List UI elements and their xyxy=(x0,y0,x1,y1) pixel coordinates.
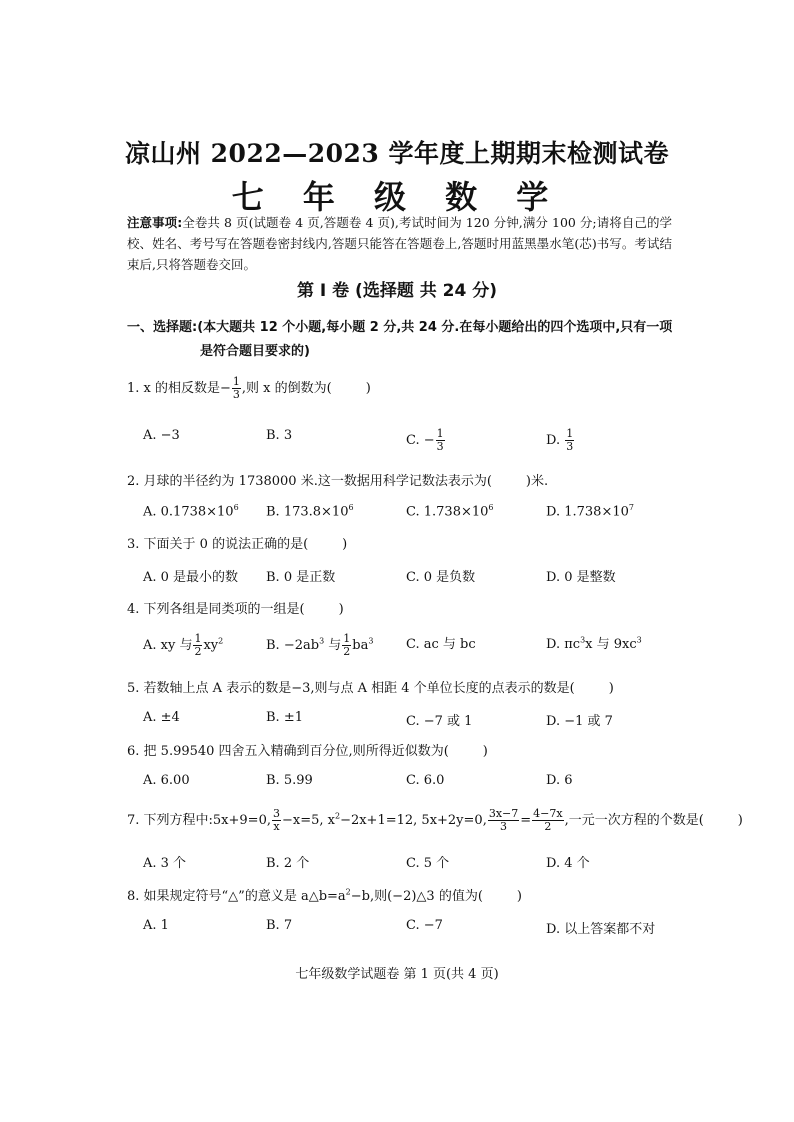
q7-option-a[interactable]: A. 3 个 xyxy=(143,856,187,871)
question-3 xyxy=(127,533,697,552)
q3-option-c[interactable]: C. 0 是负数 xyxy=(406,570,476,585)
q2-option-a[interactable]: A. $0.1738\times 10^6$ xyxy=(143,503,239,520)
q3-close: ) xyxy=(342,537,348,552)
q5-option-b[interactable]: B. ±1 xyxy=(266,710,303,725)
q2-option-c[interactable]: C. $1.738\times 10^6$ xyxy=(406,503,494,520)
q4-close: ) xyxy=(338,602,344,617)
q5-text: 5. 若数轴上点 A 表示的数是−3,则与点 A 相距 4 个单位长度的点表示的数是( xyxy=(127,681,575,696)
notice-label: 注意事项: xyxy=(127,215,183,230)
q1-close: ) xyxy=(365,381,371,396)
q2-option-d[interactable]: D. $1.738\times 10^7$ xyxy=(546,503,634,520)
q1-option-c[interactable]: C. − $\frac{1}{3}$ xyxy=(406,427,444,453)
q6-option-c[interactable]: C. 6.0 xyxy=(406,773,445,788)
q6-option-b[interactable]: B. 5.99 xyxy=(266,773,313,788)
q1-text: 1. x 的相反数是− xyxy=(127,381,231,396)
q8-close: ) xyxy=(516,889,522,904)
section-title: 第 Ⅰ 卷 (选择题 共 24 分) xyxy=(296,281,498,301)
q3-option-d[interactable]: D. 0 是整数 xyxy=(546,570,616,585)
q8-text: 8. 如果规定符号“△”的意义是 a△b=a xyxy=(127,889,346,904)
part-instructions xyxy=(127,316,687,364)
question-5 xyxy=(127,677,697,696)
part-line-2: 是符合题目要求的) xyxy=(200,344,310,359)
page-footer: 七年级数学试题卷 第 1 页(共 4 页) xyxy=(295,967,499,982)
q2-close: )米. xyxy=(525,474,549,489)
q4-option-c[interactable]: C. ac 与 bc xyxy=(406,637,476,652)
q1-option-b[interactable]: B. 3 xyxy=(266,428,293,443)
q3-option-b[interactable]: B. 0 是正数 xyxy=(266,570,336,585)
q3-option-a[interactable]: A. 0 是最小的数 xyxy=(143,570,239,585)
q2-text: 2. 月球的半径约为 1738000 米.这一数据用科学记数法表示为( xyxy=(127,474,492,489)
q5-option-d[interactable]: D. −1 或 7 xyxy=(546,714,613,729)
q6-close: ) xyxy=(482,744,488,759)
q7-option-b[interactable]: B. 2 个 xyxy=(266,856,310,871)
q8-option-c[interactable]: C. −7 xyxy=(406,918,443,933)
question-7: 7. 下列方程中:5x+9=0, $\frac{3}{x}$ −x=5, $x^2-2x+1=12$, 5x+2y=0, $\frac{3x-7}{3}$ = $\frac{4-7x}{2}$ ,一元一次方程的个数是( ) xyxy=(127,807,743,833)
q7-text: 7. 下列方程中:5x+9=0, xyxy=(127,813,271,828)
notice-block xyxy=(127,212,672,275)
q5-option-a[interactable]: A. ±4 xyxy=(143,710,180,725)
q4-text: 4. 下列各组是同类项的一组是( xyxy=(127,602,305,617)
q8-option-d[interactable]: D. 以上答案都不对 xyxy=(546,922,656,937)
q6-option-a[interactable]: A. 6.00 xyxy=(143,773,190,788)
q4-option-a[interactable]: A. xy 与 $\frac{1}{2}$ $xy^2$ xyxy=(143,632,224,658)
q2-option-b[interactable]: B. $173.8\times 10^6$ xyxy=(266,503,354,520)
q7-close: ) xyxy=(737,813,743,828)
q1-fraction: $\frac{1}{3}$ xyxy=(232,375,240,401)
question-6 xyxy=(127,740,697,759)
q4-option-b[interactable]: B. $-2ab^3$ 与 $\frac{1}{2}$ $ba^3$ xyxy=(266,632,374,658)
part-line-1: 一、选择题:(本大题共 12 个小题,每小题 2 分,共 24 分.在每小题给出的四个选项中,只有一项 xyxy=(127,320,673,335)
q3-text: 3. 下面关于 0 的说法正确的是( xyxy=(127,537,309,552)
q8-option-b[interactable]: B. 7 xyxy=(266,918,293,933)
q1-option-d[interactable]: D. $\frac{1}{3}$ xyxy=(546,427,574,453)
notice-text: 全卷共 8 页(试题卷 4 页,答题卷 4 页),考试时间为 120 分钟,满分 100 分;请将自己的学校、姓名、考号写在答题卷密封线内,答题只能答在答题卷上,答题时用蓝黑墨水笔(芯)书写。考试结束后,只将答题卷交回。 xyxy=(127,215,673,272)
question-4 xyxy=(127,598,697,617)
question-2 xyxy=(127,470,697,489)
q5-option-c[interactable]: C. −7 或 1 xyxy=(406,714,473,729)
exam-title: 凉山州 2022—2023 学年度上期期末检测试卷 xyxy=(124,139,670,168)
question-1 xyxy=(127,376,697,401)
q1-option-a[interactable]: A. −3 xyxy=(143,428,180,443)
q6-option-d[interactable]: D. 6 xyxy=(546,773,573,788)
q7-option-d[interactable]: D. 4 个 xyxy=(546,856,590,871)
question-8: 8. 如果规定符号“△”的意义是 $a\triangle b=a^2-b$,则(−2)△3 的值为( ) xyxy=(127,887,522,904)
q7-option-c[interactable]: C. 5 个 xyxy=(406,856,450,871)
q4-option-d[interactable]: D. $\pi c^3x$ 与 $9xc^3$ xyxy=(546,635,642,652)
exam-subject: 七 年 级 数 学 xyxy=(231,178,563,216)
q1-text-post: ,则 x 的倒数为( xyxy=(241,381,332,396)
q5-close: ) xyxy=(608,681,614,696)
q8-option-a[interactable]: A. 1 xyxy=(143,918,169,933)
q6-text: 6. 把 5.99540 四舍五入精确到百分位,则所得近似数为( xyxy=(127,744,449,759)
